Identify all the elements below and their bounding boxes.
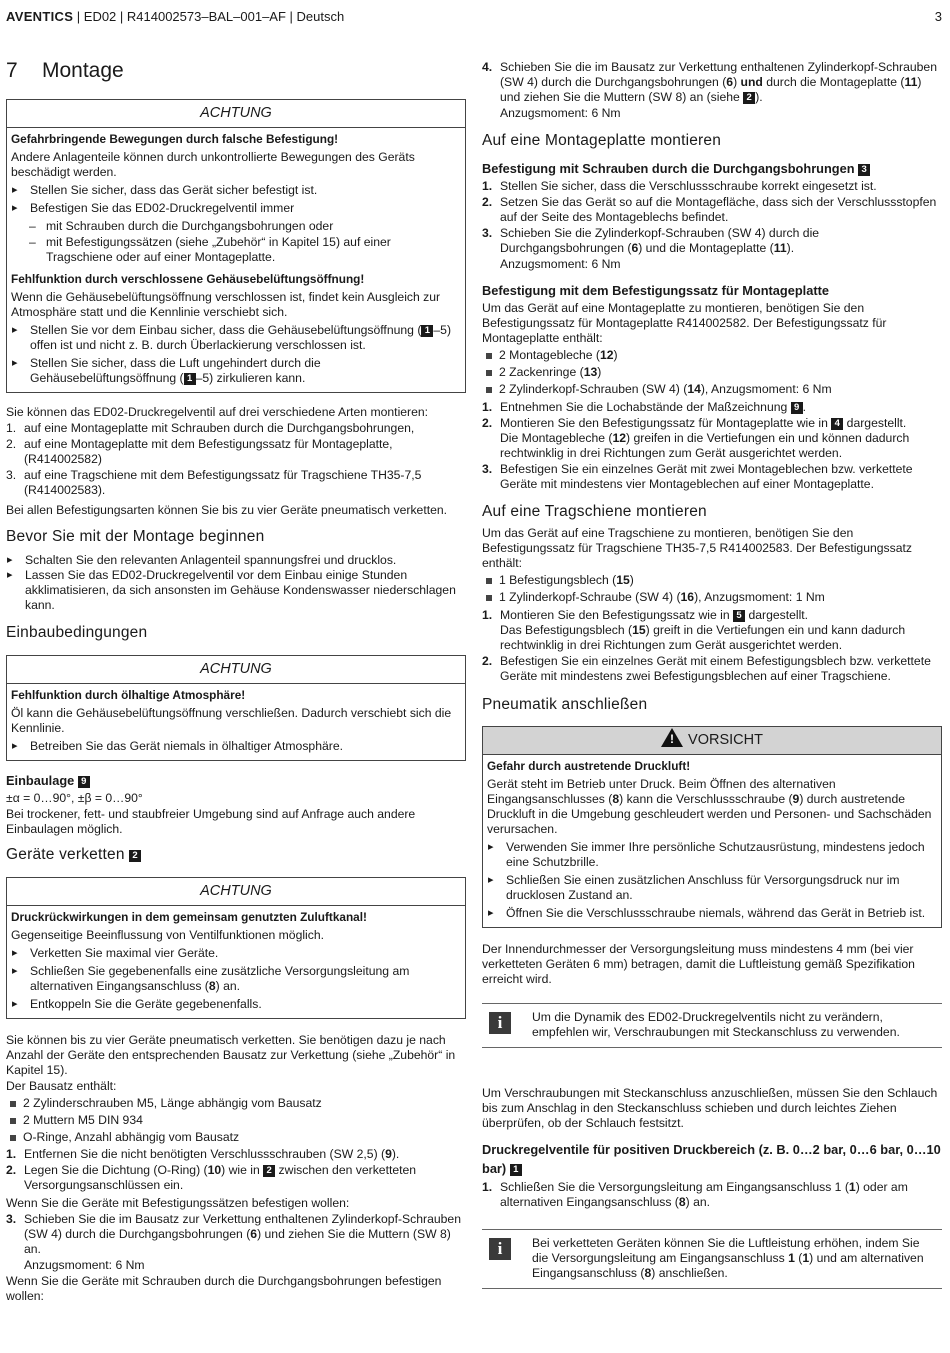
- notice-text: Andere Anlagenteile können durch unkontrollierte Bewegungen des Geräts beschädigt werden.: [11, 150, 415, 179]
- step: 3. Schieben Sie die Zylinderkopf-Schrauben (SW 4) durch die Durchgangsbohrungen (6) und die Montageplatte (11).: [482, 226, 820, 255]
- list-item: – mit Befestigungssätzen (siehe „Zubehör“ in Kapitel 15) auf einer Tragschiene oder auf einer Montageplatte.: [11, 235, 460, 265]
- notice-box-1: [6, 99, 466, 393]
- list-item: ▸ Entkoppeln Sie die Geräte gegebenenfalls.: [11, 997, 460, 1012]
- info-icon: i: [489, 1012, 511, 1034]
- notice-head: ACHTUNG: [7, 878, 465, 906]
- section-heading: Auf eine Tragschiene montieren: [482, 503, 707, 520]
- paragraph: Bei allen Befestigungsarten können Sie bis zu vier Geräte pneumatisch verketten.: [6, 503, 448, 517]
- figure-ref: 1: [421, 325, 433, 337]
- list-item: ▸ Schließen Sie einen zusätzlichen Anschluss für Versorgungsdruck nur im drucklosen Zustand an.: [487, 873, 936, 903]
- section-heading: Geräte verketten 2: [6, 845, 466, 864]
- list-item: ▸ Stellen Sie vor dem Einbau sicher, dass die Gehäusebelüftungsöffnung ( 1 –5) offen ist und nicht z. B. durch Überlackierung verschlossen ist.: [11, 323, 460, 353]
- list-item: ▸ Stellen Sie sicher, dass das Gerät sicher befestigt ist.: [11, 183, 460, 198]
- notice-title: Gefahrbringende Bewegungen durch falsche Befestigung!: [11, 132, 339, 146]
- list-item: 2 Zylinderschrauben M5, Länge abhängig vom Bausatz: [6, 1096, 466, 1111]
- paragraph: Bei trockener, fett- und staubfreier Umgebung sind auf Anfrage auch andere Einbaulagen möglich.: [6, 807, 416, 836]
- section-heading: Bevor Sie mit der Montage beginnen: [6, 528, 265, 545]
- paragraph: Um das Gerät auf eine Tragschiene zu montieren, benötigen Sie den Befestigungssatz für Tragschiene TH35-7,5 R414002583. Der Befestigungssatz enthält:: [482, 526, 912, 570]
- step: 3. Befestigen Sie ein einzelnes Gerät mit zwei Montageblechen bzw. verkettete Geräte mit mindestens vier Montageblechen auf einer Montageplatte.: [482, 462, 913, 491]
- caution-title: Gefahr durch austretende Druckluft!: [487, 759, 691, 773]
- step: 1. Stellen Sie sicher, dass die Verschlussschraube korrekt eingesetzt ist.: [482, 179, 877, 193]
- figure-ref: 1: [184, 373, 196, 385]
- paragraph: Sie können das ED02-Druckregelventil auf drei verschiedene Arten montieren:: [6, 405, 429, 419]
- section-heading: Pneumatik anschließen: [482, 696, 648, 713]
- paragraph: Um Verschraubungen mit Steckanschluss anzuschließen, müssen Sie den Schlauch bis zum Anschlag in den Steckanschluss schieben und durch leichtes Ziehen überprüfen, ob der Schlauch festsitzt.: [482, 1086, 938, 1130]
- notice-text: Öl kann die Gehäusebelüftungsöffnung verschließen. Dadurch verschiebt sich die Kennlinie.: [11, 706, 452, 735]
- figure-ref: 1: [510, 1164, 522, 1176]
- list-item: 2 Zackenringe (13): [482, 365, 942, 380]
- figure-ref: 2: [129, 850, 141, 862]
- list-item: 1 Zylinderkopf-Schraube (SW 4) (16), Anzugsmoment: 1 Nm: [482, 590, 942, 605]
- paragraph: Der Bausatz enthält:: [6, 1079, 117, 1093]
- caution-box: [482, 726, 942, 928]
- notice-box-2: [6, 655, 466, 761]
- list-item: ▸ Befestigen Sie das ED02-Druckregelventil immer: [11, 201, 460, 216]
- left-column: [6, 56, 466, 1305]
- right-column: [482, 59, 942, 1289]
- section-heading: Auf eine Montageplatte montieren: [482, 132, 722, 149]
- torque: Anzugsmoment: 6 Nm: [24, 1258, 145, 1272]
- list-item: 2. auf eine Montageplatte mit dem Befestigungssatz für Montageplatte, (R414002582): [6, 437, 393, 466]
- info-box-1: i Um die Dynamik des ED02-Druckregelventils nicht zu verändern, empfehlen wir, Verschraubungen mit Steckanschluss zu verwenden.: [482, 1003, 942, 1048]
- subheading: Druckregelventile für positiven Druckbereich (z. B. 0…2 bar, 0…6 bar, 0…10 bar) 1: [482, 1142, 941, 1176]
- step: 2. Setzen Sie das Gerät so auf die Montagefläche, dass sich der Verschlussstopfen auf der Seite des Montageblechs befindet.: [482, 195, 937, 224]
- notice-head: ACHTUNG: [7, 100, 465, 128]
- list-item: ▸ Verketten Sie maximal vier Geräte.: [11, 946, 460, 961]
- page-number: 3: [934, 9, 942, 24]
- list-item: 3. auf eine Tragschiene mit dem Befestigungssatz für Tragschiene TH35-7,5 (R414002583).: [6, 468, 422, 497]
- page-header: [6, 9, 942, 24]
- step: 2. Legen Sie die Dichtung (O-Ring) (10) wie in 2 zwischen den verketteten Versorgungsanschlüssen ein.: [6, 1163, 417, 1192]
- figure-ref: 2: [743, 92, 755, 104]
- paragraph: Um das Gerät auf eine Montageplatte zu montieren, benötigen Sie den Befestigungssatz für Montageplatte R414002582. Der Befestigungssatz für Montageplatte enthält:: [482, 301, 887, 345]
- list-item: O-Ringe, Anzahl abhängig vom Bausatz: [6, 1130, 466, 1145]
- step: 1. Montieren Sie den Befestigungssatz wie in 5 dargestellt. Das Befestigungsblech (15) greift in die Vertiefungen ein und kann dadurch rechtwinklig in drei Richtungen zum Gerät ausgerichtet werden.: [482, 608, 906, 652]
- notice-title: Druckrückwirkungen in dem gemeinsam genutzten Zuluftkanal!: [11, 910, 367, 924]
- caution-head: ! VORSICHT: [483, 727, 941, 755]
- info-box-2: i Bei verketteten Geräten können Sie die Luftleistung erhöhen, indem Sie die Versorgungsleitung am Eingangsanschluss 1 (1) und am alternativen Eingangsanschluss (8) anschließen.: [482, 1229, 942, 1289]
- step: 1. Schließen Sie die Versorgungsleitung am Eingangsanschluss 1 (1) oder am alternativen Eingangsanschluss (8) an.: [482, 1180, 908, 1209]
- angle-range: ±α = 0…90°, ±β = 0…90°: [6, 791, 143, 805]
- warning-icon: !: [661, 728, 683, 747]
- paragraph: Sie können bis zu vier Geräte pneumatisch verketten. Sie benötigen dazu je nach Anzahl der Geräte den entsprechenden Bausatz zur Verkettung (siehe „Zubehör“ in Kapitel 15).: [6, 1033, 456, 1077]
- list-item: ▸ Lassen Sie das ED02-Druckregelventil vor dem Einbau einige Stunden akklimatisieren, da sich ansonsten im Gehäuse Kondenswasser niederschlagen kann.: [6, 568, 466, 613]
- list-item: 1 Befestigungsblech (15): [482, 573, 942, 588]
- step: 2. Befestigen Sie ein einzelnes Gerät mit einem Befestigungsblech bzw. verkettete Geräte mit mindestens zwei Befestigungsblechen auf einer Tragschiene.: [482, 654, 931, 683]
- paragraph: Wenn Sie die Geräte mit Schrauben durch die Durchgangsbohrungen befestigen wollen:: [6, 1274, 442, 1303]
- subheading: Einbaulage 9: [6, 773, 466, 789]
- list-item: ▸ Verwenden Sie immer Ihre persönliche Schutzausrüstung, mindestens jedoch eine Schutzbrille.: [487, 840, 936, 870]
- subheading: Befestigung mit dem Befestigungssatz für Montageplatte: [482, 283, 829, 298]
- list-item: 1. auf eine Montageplatte mit Schrauben durch die Durchgangsbohrungen,: [6, 421, 415, 435]
- brand: AVENTICS: [6, 9, 74, 24]
- torque: Anzugsmoment: 6 Nm: [500, 106, 621, 120]
- list-item: 2 Montagebleche (12): [482, 348, 942, 363]
- figure-ref: 2: [263, 1165, 275, 1177]
- figure-ref: 4: [831, 418, 843, 430]
- paragraph: Der Innendurchmesser der Versorgungsleitung muss mindestens 4 mm (bei vier verketteten Geräten 6 mm) betragen, damit die Luftleistung gemäß Spezifikation erreicht wird.: [482, 942, 915, 986]
- chapter-title: 7 Montage: [6, 59, 124, 82]
- list-item: ▸ Betreiben Sie das Gerät niemals in ölhaltiger Atmosphäre.: [11, 739, 460, 754]
- step: 2. Montieren Sie den Befestigungssatz für Montageplatte wie in 4 dargestellt. Die Montagebleche (12) greifen in die Vertiefungen ein und können dadurch rechtwinklig in drei Richtungen zum Gerät ausgerichtet werden.: [482, 416, 910, 460]
- notice-box-3: [6, 877, 466, 1019]
- step: 4. Schieben Sie die im Bausatz zur Verkettung enthaltenen Zylinderkopf-Schrauben (SW 4) durch die Durchgangsbohrungen (6) und durch die Montageplatte (11) und ziehen Sie die Muttern (SW 8) an (siehe 2 ).: [482, 60, 937, 104]
- notice-title: Fehlfunktion durch ölhaltige Atmosphäre!: [11, 688, 246, 702]
- list-item: 2 Muttern M5 DIN 934: [6, 1113, 466, 1128]
- figure-ref: 9: [78, 776, 90, 788]
- notice-title: Fehlfunktion durch verschlossene Gehäusebelüftungsöffnung!: [11, 272, 365, 286]
- list-item: ▸ Öffnen Sie die Verschlussschraube niemals, während das Gerät in Betrieb ist.: [487, 906, 936, 921]
- step: 1. Entnehmen Sie die Lochabstände der Maßzeichnung 9 .: [482, 400, 807, 414]
- subheading: Befestigung mit Schrauben durch die Durchgangsbohrungen 3: [482, 161, 942, 177]
- section-heading: Einbaubedingungen: [6, 624, 148, 641]
- torque: Anzugsmoment: 6 Nm: [500, 257, 621, 271]
- step: 1. Entfernen Sie die nicht benötigten Verschlussschrauben (SW 2,5) (9).: [6, 1147, 400, 1161]
- figure-ref: 3: [858, 164, 870, 176]
- notice-head: ACHTUNG: [7, 656, 465, 684]
- caution-text: Gerät steht im Betrieb unter Druck. Beim Öffnen des alternativen Eingangsanschlusses (8) kann die Verschlussschraube (9) durch austretende Druckluft in die Umgebung geschleudert werden und Personen- und Sachschäden verursachen.: [487, 777, 932, 836]
- notice-text: Gegenseitige Beeinflussung von Ventilfunktionen möglich.: [11, 928, 325, 942]
- list-item: ▸ Schließen Sie gegebenenfalls eine zusätzliche Versorgungsleitung am alternativen Eingangsanschluss (8) an.: [11, 964, 460, 994]
- list-item: ▸ Schalten Sie den relevanten Anlagenteil spannungsfrei und drucklos.: [6, 553, 466, 568]
- notice-text: Wenn die Gehäusebelüftungsöffnung verschlossen ist, findet kein Ausgleich zur Atmosphäre statt und die Kennlinie verschiebt sich.: [11, 290, 441, 319]
- list-item: – mit Schrauben durch die Durchgangsbohrungen oder: [11, 219, 460, 234]
- info-icon: i: [489, 1238, 511, 1260]
- list-item: 2 Zylinderkopf-Schrauben (SW 4) (14), Anzugsmoment: 6 Nm: [482, 382, 942, 397]
- paragraph: Wenn Sie die Geräte mit Befestigungssätzen befestigen wollen:: [6, 1196, 350, 1210]
- doc-meta: | ED02 | R414002573–BAL–001–AF | Deutsch: [73, 9, 345, 24]
- figure-ref: 5: [733, 610, 745, 622]
- list-item: ▸ Stellen Sie sicher, dass die Luft ungehindert durch die Gehäusebelüftungsöffnung ( 1 –5) zirkulieren kann.: [11, 356, 460, 386]
- figure-ref: 9: [791, 402, 803, 414]
- step: 3. Schieben Sie die im Bausatz zur Verkettung enthaltenen Zylinderkopf-Schrauben (SW 4) durch die Durchgangsbohrungen (6) und ziehen Sie die Muttern (SW 8) an.: [6, 1212, 461, 1256]
